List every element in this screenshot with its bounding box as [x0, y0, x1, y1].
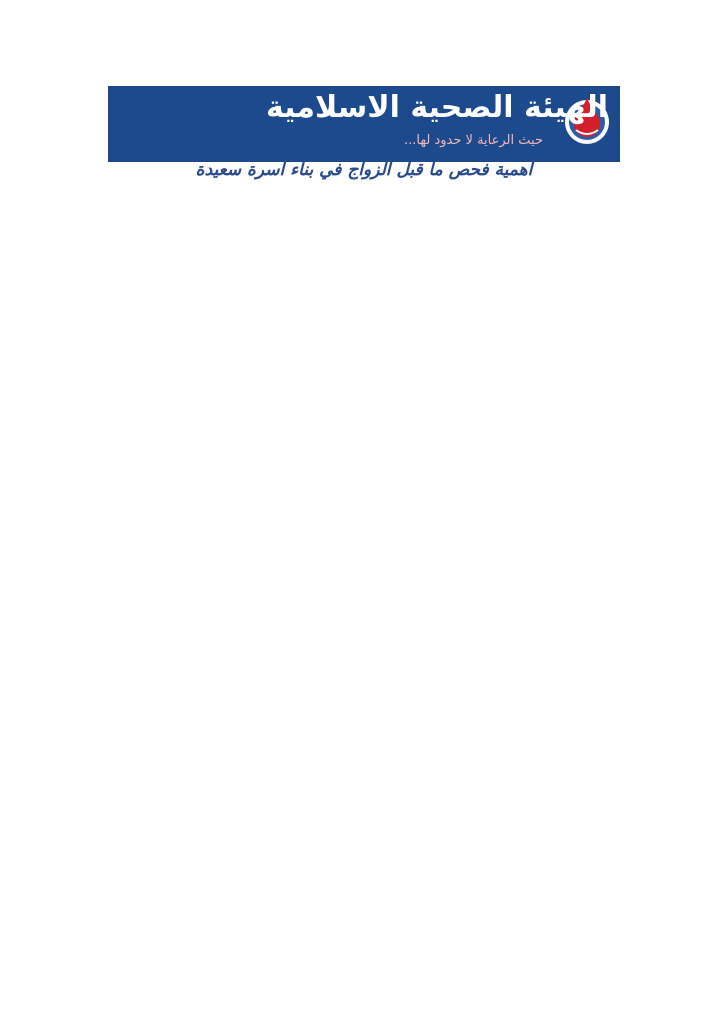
document-title: أهمية فحص ما قبل الزواج في بناء أسرة سعيدة: [195, 160, 533, 180]
organization-tagline: حيث الرعاية لا حدود لها...: [404, 133, 543, 148]
organization-name: الهيئة الصحية الاسلامية: [265, 90, 608, 125]
